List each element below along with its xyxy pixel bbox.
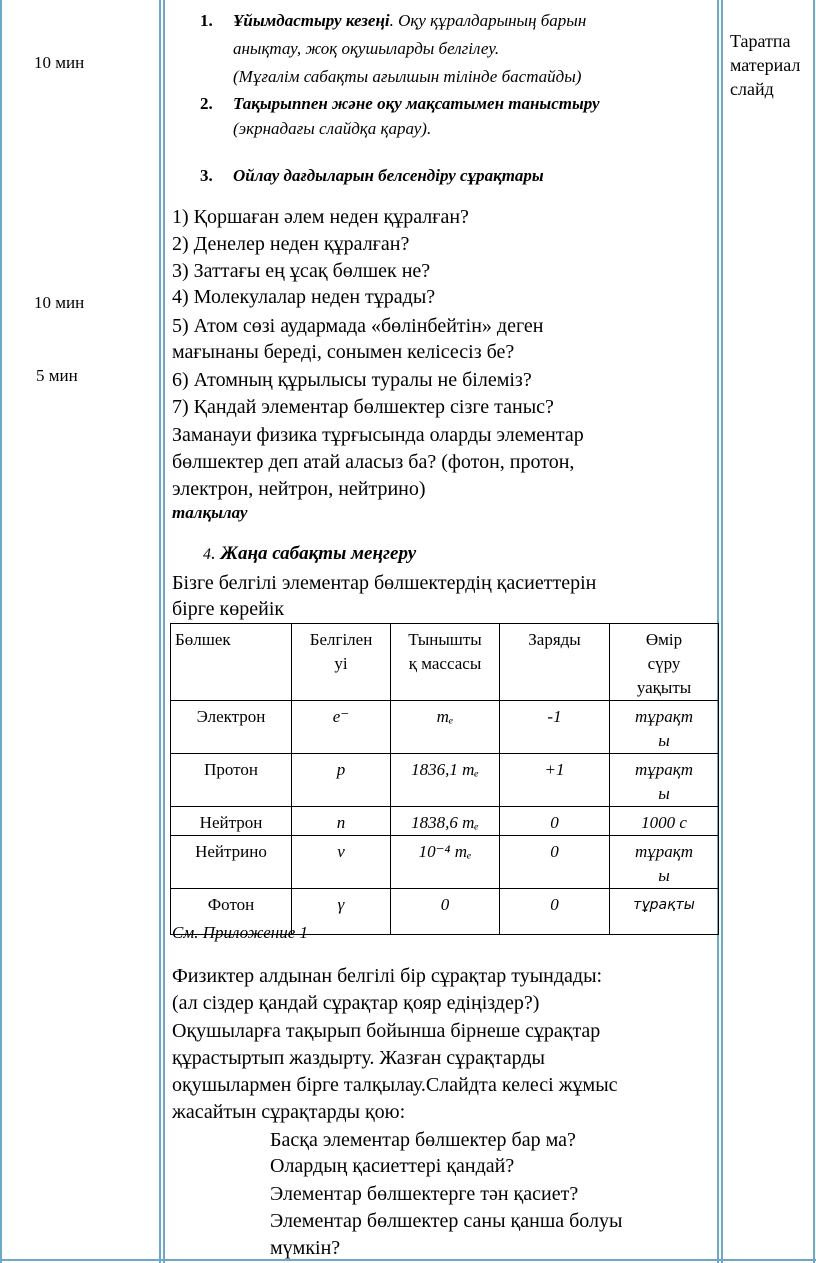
particle-symbol: v xyxy=(292,836,391,889)
time-label: 10 мин xyxy=(34,293,85,312)
step-title: Тақырыппен және оқу мақсатымен таныстыру xyxy=(233,94,600,113)
section-intro: бірге көрейік xyxy=(172,598,285,620)
particle-symbol: e⁻ xyxy=(292,701,391,754)
step-text: (экрнадағы слайдқа қарау). xyxy=(233,119,432,138)
particle-name: Протон xyxy=(171,754,292,807)
section-number: 4 xyxy=(203,546,211,563)
indented-question: Басқа элементар бөлшектер бар ма? xyxy=(270,1129,576,1151)
section-4-heading xyxy=(203,543,416,565)
question-line: бөлшектер деп атай аласыз ба? (фотон, протон, xyxy=(172,451,575,473)
section-dot: . xyxy=(211,543,216,564)
time-label: 10 мин xyxy=(34,53,85,72)
question-line: мағынаны береді, сонымен келісесіз бе? xyxy=(172,341,515,363)
left-border xyxy=(0,0,2,1263)
column-header: Өмір сүру уақыты xyxy=(610,624,719,701)
time-label: 5 мин xyxy=(36,366,78,385)
resource-line: Таратпа xyxy=(730,31,791,51)
column-header: Бөлшек xyxy=(171,624,292,701)
particle-name: Фотон xyxy=(171,889,292,935)
particle-lifetime: тұрақт ы xyxy=(610,701,719,754)
column-divider xyxy=(163,0,165,1263)
table-row xyxy=(171,754,719,807)
particle-mass: mₑ xyxy=(391,701,500,754)
paragraph-line: (ал сіздер қандай сұрақтар қояр едіңіздер?) xyxy=(172,992,540,1014)
paragraph-line: оқушылармен бірге талқылау.Слайдта келесі жұмыс xyxy=(172,1074,618,1096)
paragraph-line: құрастыртып жаздырту. Жазған сұрақтарды xyxy=(172,1047,545,1069)
question-line: 1) Қоршаған әлем неден құралған? xyxy=(172,206,469,228)
column-header: Заряды xyxy=(500,624,610,701)
question-line: 3) Заттағы ең ұсақ бөлшек не? xyxy=(172,260,431,282)
resource-line: слайд xyxy=(730,79,774,99)
step-number: 2. xyxy=(200,94,213,113)
particle-charge: 0 xyxy=(500,807,610,836)
step-text: (Мұғалім сабақты ағылшын тілінде бастайды) xyxy=(233,67,582,86)
column-divider xyxy=(721,0,723,1263)
question-line: 6) Атомның құрылысы туралы не білеміз? xyxy=(172,369,532,391)
table-header-row xyxy=(171,624,719,701)
particle-symbol: n xyxy=(292,807,391,836)
question-line: 7) Қандай элементар бөлшектер сізге таныс? xyxy=(172,396,554,418)
section-intro: Бізге белгілі элементар бөлшектердің қасиеттерін xyxy=(172,572,597,594)
paragraph-line: жасайтын сұрақтарды қою: xyxy=(172,1101,406,1123)
discussion-label: талқылау xyxy=(172,503,248,522)
step-number: 3. xyxy=(200,166,213,185)
particle-symbol: p xyxy=(292,754,391,807)
particle-lifetime: 1000 с xyxy=(610,807,719,836)
table-row xyxy=(171,807,719,836)
particle-name: Нейтрино xyxy=(171,836,292,889)
column-header: Тынышты қ массасы xyxy=(391,624,500,701)
paragraph-line: Оқушыларға тақырып бойынша бірнеше сұрақтар xyxy=(172,1020,601,1042)
step-title: Ойлау дағдыларын белсендіру сұрақтары xyxy=(233,166,544,185)
table-row xyxy=(171,701,719,754)
particle-charge: -1 xyxy=(500,701,610,754)
bottom-border xyxy=(0,1259,816,1261)
step-title: Ұйымдастыру кезеңі xyxy=(233,11,390,30)
indented-question: Олардың қасиеттері қандай? xyxy=(270,1155,515,1177)
question-line: электрон, нейтрон, нейтрино) xyxy=(172,478,426,500)
column-header: Белгілен уі xyxy=(292,624,391,701)
particle-lifetime: тұрақт ы xyxy=(610,754,719,807)
question-line: 4) Молекулалар неден тұрады? xyxy=(172,286,436,308)
appendix-note: См. Приложение 1 xyxy=(172,923,309,942)
paragraph-line: Физиктер алдынан белгілі бір сұрақтар туындады: xyxy=(172,965,603,987)
indented-question: Элементар бөлшектерге тән қасиет? xyxy=(270,1183,579,1205)
step-text: . Оқу құралдарының барын xyxy=(389,11,587,30)
section-title: Жаңа сабақты меңгеру xyxy=(220,543,417,564)
resources-cell xyxy=(730,29,800,101)
column-divider xyxy=(159,0,161,1263)
question-line: Заманауи физика тұрғысында оларды элементар xyxy=(172,424,584,446)
indented-question: мүмкін? xyxy=(270,1237,341,1259)
particle-symbol: γ xyxy=(292,889,391,935)
step-number: 1. xyxy=(200,11,213,30)
particle-lifetime: тұрақты xyxy=(610,889,719,935)
particle-lifetime: тұрақт ы xyxy=(610,836,719,889)
particle-charge: 0 xyxy=(500,889,610,935)
question-line: 2) Денелер неден құралған? xyxy=(172,233,410,255)
step-text: анықтау, жоқ оқушыларды белгілеу. xyxy=(233,39,500,58)
particle-name: Нейтрон xyxy=(171,807,292,836)
particle-mass: 0 xyxy=(391,889,500,935)
particle-mass: 1838,6 mₑ xyxy=(391,807,500,836)
particles-table xyxy=(170,623,719,935)
particle-charge: 0 xyxy=(500,836,610,889)
particle-name: Электрон xyxy=(171,701,292,754)
particle-mass: 1836,1 mₑ xyxy=(391,754,500,807)
question-line: 5) Атом сөзі аудармада «бөлінбейтін» деген xyxy=(172,315,544,337)
particle-mass: 10⁻⁴ mₑ xyxy=(391,836,500,889)
particle-charge: +1 xyxy=(500,754,610,807)
table-row xyxy=(171,836,719,889)
right-border xyxy=(813,0,815,1263)
indented-question: Элементар бөлшектер саны қанша болуы xyxy=(270,1210,623,1232)
resource-line: материал xyxy=(730,55,801,75)
